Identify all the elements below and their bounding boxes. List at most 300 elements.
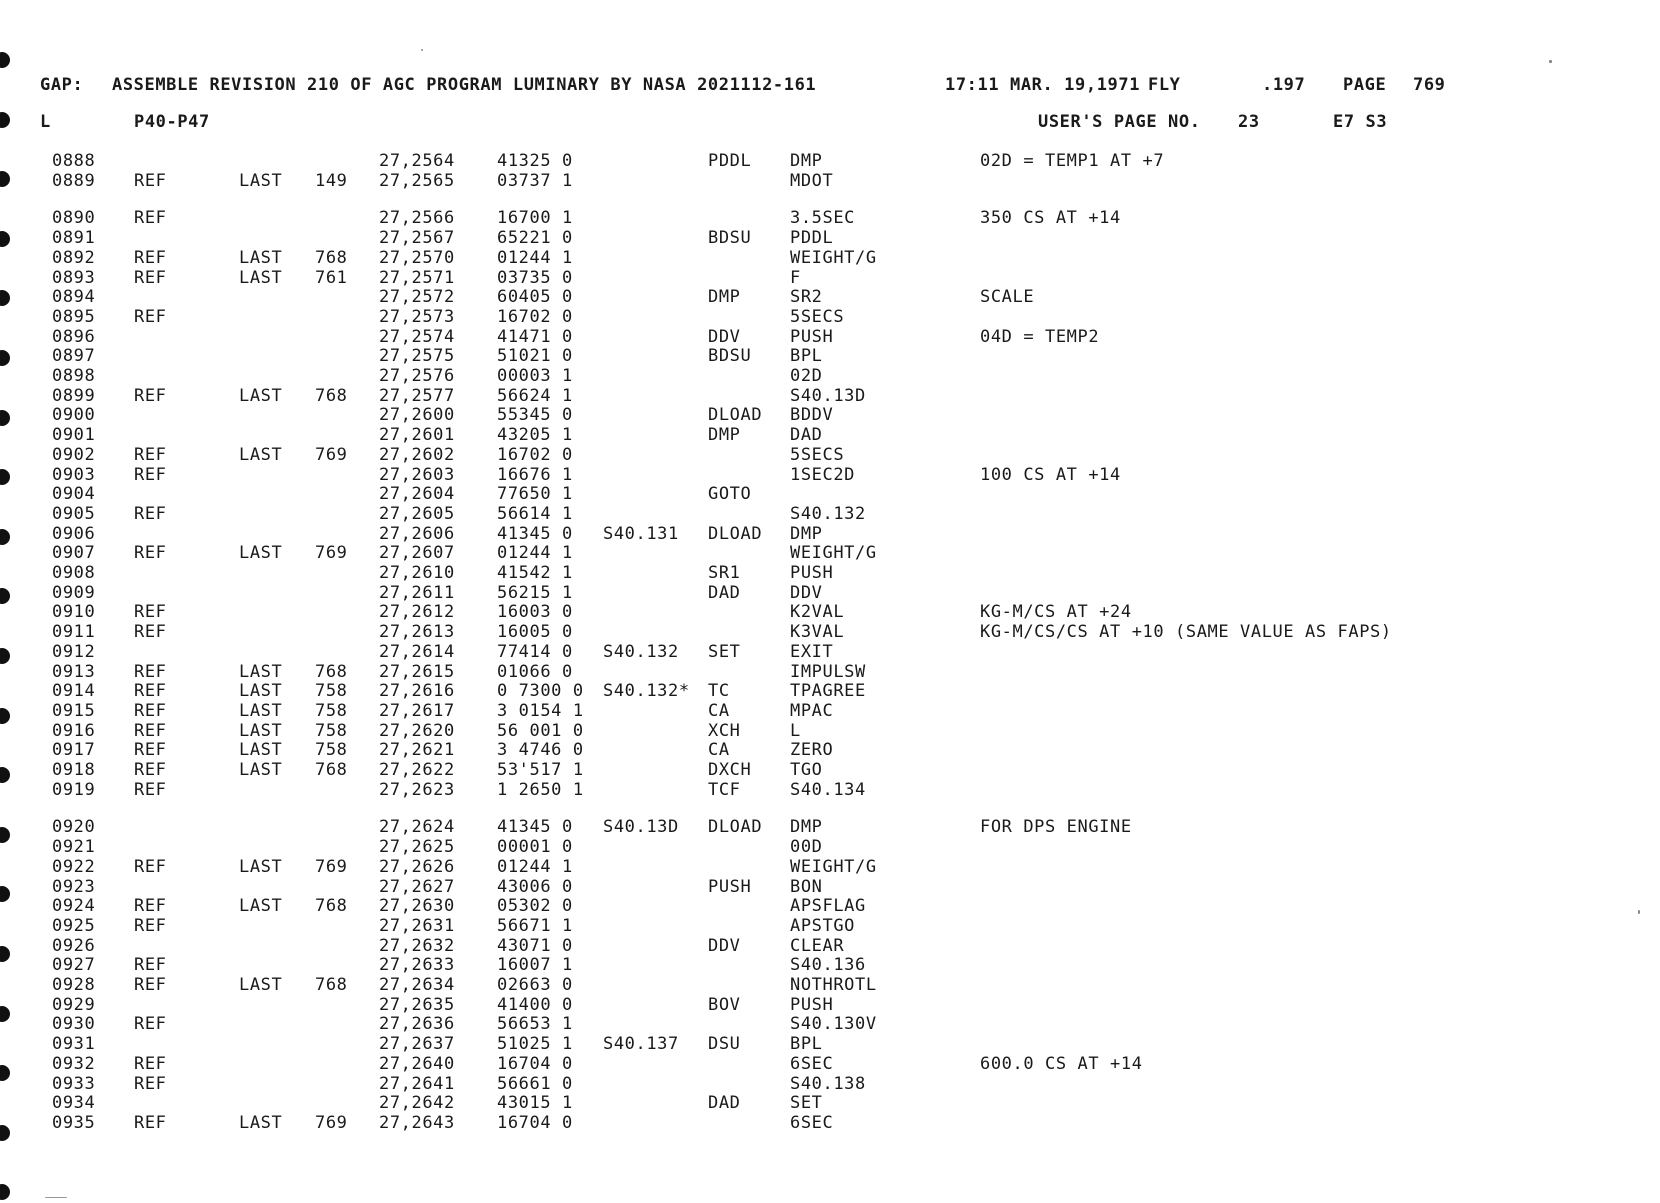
line-number: 0888 bbox=[52, 151, 96, 171]
address: 27,2604 bbox=[379, 484, 455, 505]
octal-word: 16704 0 bbox=[497, 1112, 573, 1133]
punch-hole bbox=[0, 946, 10, 962]
opcode: DSU bbox=[708, 1034, 741, 1055]
line-number: 0930 bbox=[52, 1014, 96, 1035]
octal-word: 02663 0 bbox=[497, 975, 573, 995]
ref-label: REF bbox=[134, 1073, 167, 1094]
opcode: BDSU bbox=[708, 346, 752, 367]
operand: S40.138 bbox=[790, 1073, 866, 1094]
octal-word: 53'517 1 bbox=[497, 760, 584, 780]
symbol-label: S40.132 bbox=[603, 641, 679, 662]
address: 27,2631 bbox=[379, 915, 455, 936]
address: 27,2577 bbox=[379, 385, 455, 406]
operand: BPL bbox=[790, 346, 823, 367]
octal-word: 0 7300 0 bbox=[497, 681, 584, 702]
line-number: 0894 bbox=[52, 287, 96, 308]
octal-word: 56215 1 bbox=[497, 582, 573, 603]
octal-word: 55345 0 bbox=[497, 405, 573, 426]
octal-word: 60405 0 bbox=[497, 287, 573, 308]
octal-word: 77414 0 bbox=[497, 641, 573, 662]
address: 27,2642 bbox=[379, 1093, 455, 1114]
last-page: 758 bbox=[315, 720, 348, 741]
operand: K3VAL bbox=[790, 622, 845, 643]
comment: SCALE bbox=[980, 287, 1035, 308]
last-label: LAST bbox=[239, 267, 283, 288]
octal-word: 01066 0 bbox=[497, 661, 573, 682]
octal-word: 41345 0 bbox=[497, 523, 573, 544]
operand: IMPULSW bbox=[790, 661, 866, 682]
address: 27,2643 bbox=[379, 1112, 455, 1133]
ref-label: REF bbox=[134, 720, 167, 741]
ref-label: REF bbox=[134, 170, 167, 191]
opcode: DMP bbox=[708, 287, 741, 308]
address: 27,2633 bbox=[379, 955, 455, 976]
header-line-2 bbox=[0, 112, 1388, 132]
line-number: 0897 bbox=[52, 346, 96, 367]
line-number: 0934 bbox=[52, 1093, 96, 1114]
operand: DMP bbox=[790, 151, 823, 171]
opcode: DLOAD bbox=[708, 817, 763, 838]
line-number: 0901 bbox=[52, 425, 96, 446]
opcode: DAD bbox=[708, 582, 741, 603]
operand: PUSH bbox=[790, 563, 834, 583]
line-number: 0929 bbox=[52, 994, 96, 1015]
symbol-label: S40.137 bbox=[603, 1034, 679, 1055]
address: 27,2615 bbox=[379, 661, 455, 682]
operand: PUSH bbox=[790, 994, 834, 1015]
opcode: GOTO bbox=[708, 484, 752, 505]
operand: PUSH bbox=[790, 326, 834, 347]
octal-word: 03737 1 bbox=[497, 170, 573, 191]
operand: 1SEC2D bbox=[790, 464, 856, 485]
operand: 00D bbox=[790, 837, 823, 858]
last-label: LAST bbox=[239, 681, 283, 702]
operand: S40.130V bbox=[790, 1014, 877, 1035]
operand: S40.13D bbox=[790, 385, 866, 406]
ref-label: REF bbox=[134, 622, 167, 643]
octal-word: 41400 0 bbox=[497, 994, 573, 1015]
octal-word: 43006 0 bbox=[497, 876, 573, 897]
operand: DAD bbox=[790, 425, 823, 446]
address: 27,2634 bbox=[379, 975, 455, 995]
line-number: 0890 bbox=[52, 208, 96, 229]
line-number: 0896 bbox=[52, 326, 96, 347]
octal-word: 03735 0 bbox=[497, 267, 573, 288]
line-number: 0904 bbox=[52, 484, 96, 505]
l-label: L bbox=[40, 112, 51, 132]
line-number: 0923 bbox=[52, 876, 96, 897]
line-number: 0922 bbox=[52, 856, 96, 877]
line-number: 0935 bbox=[52, 1112, 96, 1133]
paper-speck bbox=[421, 49, 423, 51]
ref-label: REF bbox=[134, 602, 167, 623]
line-number: 0921 bbox=[52, 837, 96, 858]
last-page: 768 bbox=[315, 247, 348, 268]
line-number: 0903 bbox=[52, 464, 96, 485]
octal-word: 00003 1 bbox=[497, 366, 573, 386]
address: 27,2617 bbox=[379, 700, 455, 721]
opcode: DXCH bbox=[708, 760, 752, 780]
ref-label: REF bbox=[134, 661, 167, 682]
paper-speck bbox=[1549, 60, 1552, 63]
octal-word: 65221 0 bbox=[497, 228, 573, 249]
octal-word: 3 0154 1 bbox=[497, 700, 584, 721]
address: 27,2573 bbox=[379, 306, 455, 327]
operand: F bbox=[790, 267, 801, 288]
opcode: CA bbox=[708, 740, 730, 761]
octal-word: 16702 0 bbox=[497, 306, 573, 327]
operand: DMP bbox=[790, 817, 823, 838]
line-number: 0905 bbox=[52, 503, 96, 524]
octal-word: 51021 0 bbox=[497, 346, 573, 367]
line-number: 0914 bbox=[52, 681, 96, 702]
comment: 350 CS AT +14 bbox=[980, 208, 1121, 229]
punch-hole bbox=[0, 469, 10, 485]
address: 27,2566 bbox=[379, 208, 455, 229]
line-number: 0933 bbox=[52, 1073, 96, 1094]
octal-word: 00001 0 bbox=[497, 837, 573, 858]
octal-word: 01244 1 bbox=[497, 856, 573, 877]
last-page: 768 bbox=[315, 385, 348, 406]
opcode: DDV bbox=[708, 935, 741, 956]
line-number: 0917 bbox=[52, 740, 96, 761]
line-number: 0902 bbox=[52, 444, 96, 465]
line-number: 0932 bbox=[52, 1053, 96, 1074]
line-number: 0911 bbox=[52, 622, 96, 643]
opcode: DLOAD bbox=[708, 405, 763, 426]
last-page: 761 bbox=[315, 267, 348, 288]
operand: 3.5SEC bbox=[790, 208, 856, 229]
opcode: SR1 bbox=[708, 563, 741, 583]
operand: DMP bbox=[790, 523, 823, 544]
section-code: E7 S3 bbox=[1333, 112, 1388, 132]
operand: 5SECS bbox=[790, 444, 845, 465]
operand: WEIGHT/G bbox=[790, 247, 877, 268]
line-number: 0889 bbox=[52, 170, 96, 191]
symbol-label: S40.131 bbox=[603, 523, 679, 544]
line-number: 0910 bbox=[52, 602, 96, 623]
octal-word: 41542 1 bbox=[497, 563, 573, 583]
operand: 6SEC bbox=[790, 1053, 834, 1074]
last-label: LAST bbox=[239, 760, 283, 780]
octal-word: 01244 1 bbox=[497, 247, 573, 268]
line-number: 0924 bbox=[52, 896, 96, 917]
octal-word: 43071 0 bbox=[497, 935, 573, 956]
octal-word: 56 001 0 bbox=[497, 720, 584, 741]
ref-label: REF bbox=[134, 1053, 167, 1074]
opcode: SET bbox=[708, 641, 741, 662]
address: 27,2600 bbox=[379, 405, 455, 426]
address: 27,2601 bbox=[379, 425, 455, 446]
opcode: CA bbox=[708, 700, 730, 721]
symbol-label: S40.13D bbox=[603, 817, 679, 838]
ref-label: REF bbox=[134, 700, 167, 721]
last-page: 149 bbox=[315, 170, 348, 191]
octal-word: 43015 1 bbox=[497, 1093, 573, 1114]
ref-label: REF bbox=[134, 1112, 167, 1133]
operand: ZERO bbox=[790, 740, 834, 761]
page-number: 769 bbox=[1413, 75, 1446, 95]
address: 27,2612 bbox=[379, 602, 455, 623]
last-label: LAST bbox=[239, 170, 283, 191]
address: 27,2602 bbox=[379, 444, 455, 465]
octal-word: 16005 0 bbox=[497, 622, 573, 643]
punch-hole bbox=[0, 1125, 10, 1141]
opcode: DLOAD bbox=[708, 523, 763, 544]
last-page: 768 bbox=[315, 896, 348, 917]
line-number: 0895 bbox=[52, 306, 96, 327]
octal-word: 16704 0 bbox=[497, 1053, 573, 1074]
last-page: 768 bbox=[315, 975, 348, 995]
last-page: 758 bbox=[315, 700, 348, 721]
last-page: 758 bbox=[315, 681, 348, 702]
address: 27,2625 bbox=[379, 837, 455, 858]
last-label: LAST bbox=[239, 247, 283, 268]
operand: MDOT bbox=[790, 170, 834, 191]
line-number: 0918 bbox=[52, 760, 96, 780]
punch-hole bbox=[0, 886, 10, 902]
opcode: PUSH bbox=[708, 876, 752, 897]
address: 27,2611 bbox=[379, 582, 455, 603]
line-number: 0915 bbox=[52, 700, 96, 721]
last-label: LAST bbox=[239, 385, 283, 406]
operand: S40.132 bbox=[790, 503, 866, 524]
address: 27,2626 bbox=[379, 856, 455, 877]
assembly-datetime: 17:11 MAR. 19,1971 bbox=[945, 75, 1141, 95]
ref-label: REF bbox=[134, 760, 167, 780]
address: 27,2605 bbox=[379, 503, 455, 524]
octal-word: 16700 1 bbox=[497, 208, 573, 229]
punch-hole bbox=[0, 350, 10, 366]
last-page: 768 bbox=[315, 661, 348, 682]
octal-word: 16676 1 bbox=[497, 464, 573, 485]
line-number: 0891 bbox=[52, 228, 96, 249]
line-number: 0927 bbox=[52, 955, 96, 976]
users-page-number: 23 bbox=[1238, 112, 1260, 132]
octal-word: 01244 1 bbox=[497, 543, 573, 564]
last-page: 769 bbox=[315, 543, 348, 564]
paper-speck bbox=[45, 1197, 67, 1198]
punch-hole bbox=[0, 1065, 10, 1081]
ref-label: REF bbox=[134, 543, 167, 564]
punch-hole bbox=[0, 1184, 10, 1200]
last-label: LAST bbox=[239, 700, 283, 721]
ref-label: REF bbox=[134, 681, 167, 702]
address: 27,2607 bbox=[379, 543, 455, 564]
address: 27,2572 bbox=[379, 287, 455, 308]
opcode: PDDL bbox=[708, 151, 752, 171]
operand: BDDV bbox=[790, 405, 834, 426]
punch-hole bbox=[0, 1006, 10, 1022]
operand: 6SEC bbox=[790, 1112, 834, 1133]
operand: EXIT bbox=[790, 641, 834, 662]
last-page: 769 bbox=[315, 856, 348, 877]
address: 27,2616 bbox=[379, 681, 455, 702]
users-page-label: USER'S PAGE NO. bbox=[1038, 112, 1201, 132]
operand: SET bbox=[790, 1093, 823, 1114]
address: 27,2574 bbox=[379, 326, 455, 347]
address: 27,2571 bbox=[379, 267, 455, 288]
octal-word: 56653 1 bbox=[497, 1014, 573, 1035]
address: 27,2624 bbox=[379, 817, 455, 838]
opcode: TCF bbox=[708, 779, 741, 800]
punch-hole bbox=[0, 708, 10, 724]
line-number: 0925 bbox=[52, 915, 96, 936]
address: 27,2620 bbox=[379, 720, 455, 741]
opcode: XCH bbox=[708, 720, 741, 741]
punch-hole bbox=[0, 52, 10, 68]
line-number: 0919 bbox=[52, 779, 96, 800]
operand: WEIGHT/G bbox=[790, 856, 877, 877]
last-label: LAST bbox=[239, 444, 283, 465]
address: 27,2632 bbox=[379, 935, 455, 956]
comment: 04D = TEMP2 bbox=[980, 326, 1100, 347]
operand: BPL bbox=[790, 1034, 823, 1055]
page-label: PAGE bbox=[1343, 75, 1387, 95]
line-number: 0908 bbox=[52, 563, 96, 583]
line-number: 0898 bbox=[52, 366, 96, 386]
opcode: BOV bbox=[708, 994, 741, 1015]
gap-label: GAP: bbox=[40, 75, 84, 95]
last-label: LAST bbox=[239, 543, 283, 564]
last-label: LAST bbox=[239, 896, 283, 917]
opcode: DMP bbox=[708, 425, 741, 446]
address: 27,2564 bbox=[379, 151, 455, 171]
line-number: 0909 bbox=[52, 582, 96, 603]
operand: WEIGHT/G bbox=[790, 543, 877, 564]
address: 27,2641 bbox=[379, 1073, 455, 1094]
operand: PDDL bbox=[790, 228, 834, 249]
header-number: .197 bbox=[1262, 75, 1306, 95]
comment: FOR DPS ENGINE bbox=[980, 817, 1132, 838]
opcode: DAD bbox=[708, 1093, 741, 1114]
address: 27,2570 bbox=[379, 247, 455, 268]
comment: 100 CS AT +14 bbox=[980, 464, 1121, 485]
octal-word: 77650 1 bbox=[497, 484, 573, 505]
line-number: 0899 bbox=[52, 385, 96, 406]
operand: MPAC bbox=[790, 700, 834, 721]
comment: 600.0 CS AT +14 bbox=[980, 1053, 1143, 1074]
line-number: 0931 bbox=[52, 1034, 96, 1055]
ref-label: REF bbox=[134, 208, 167, 229]
line-number: 0916 bbox=[52, 720, 96, 741]
comment: 02D = TEMP1 AT +7 bbox=[980, 151, 1165, 171]
address: 27,2627 bbox=[379, 876, 455, 897]
last-page: 758 bbox=[315, 740, 348, 761]
line-number: 0892 bbox=[52, 247, 96, 268]
octal-word: 41471 0 bbox=[497, 326, 573, 347]
octal-word: 3 4746 0 bbox=[497, 740, 584, 761]
operand: BON bbox=[790, 876, 823, 897]
operand: CLEAR bbox=[790, 935, 845, 956]
operand: DDV bbox=[790, 582, 823, 603]
symbol-label: S40.132* bbox=[603, 681, 690, 702]
address: 27,2575 bbox=[379, 346, 455, 367]
address: 27,2606 bbox=[379, 523, 455, 544]
punch-hole bbox=[0, 648, 10, 664]
last-label: LAST bbox=[239, 720, 283, 741]
octal-word: 41345 0 bbox=[497, 817, 573, 838]
address: 27,2567 bbox=[379, 228, 455, 249]
address: 27,2640 bbox=[379, 1053, 455, 1074]
address: 27,2637 bbox=[379, 1034, 455, 1055]
opcode: DDV bbox=[708, 326, 741, 347]
punch-hole bbox=[0, 588, 10, 604]
address: 27,2613 bbox=[379, 622, 455, 643]
operand: 02D bbox=[790, 366, 823, 386]
octal-word: 51025 1 bbox=[497, 1034, 573, 1055]
address: 27,2565 bbox=[379, 170, 455, 191]
octal-word: 16702 0 bbox=[497, 444, 573, 465]
opcode: TC bbox=[708, 681, 730, 702]
section-label: P40-P47 bbox=[134, 112, 210, 132]
ref-label: REF bbox=[134, 896, 167, 917]
operand: S40.136 bbox=[790, 955, 866, 976]
line-number: 0893 bbox=[52, 267, 96, 288]
comment: KG-M/CS/CS AT +10 (SAME VALUE AS FAPS) bbox=[980, 622, 1392, 643]
punch-hole bbox=[0, 410, 10, 426]
ref-label: REF bbox=[134, 306, 167, 327]
line-number: 0907 bbox=[52, 543, 96, 564]
operand: L bbox=[790, 720, 801, 741]
ref-label: REF bbox=[134, 740, 167, 761]
punch-hole bbox=[0, 827, 10, 843]
ref-label: REF bbox=[134, 385, 167, 406]
operand: NOTHROTL bbox=[790, 975, 877, 995]
address: 27,2622 bbox=[379, 760, 455, 780]
last-label: LAST bbox=[239, 856, 283, 877]
octal-word: 41325 0 bbox=[497, 151, 573, 171]
operand: TGO bbox=[790, 760, 823, 780]
punch-hole bbox=[0, 290, 10, 306]
last-label: LAST bbox=[239, 1112, 283, 1133]
address: 27,2621 bbox=[379, 740, 455, 761]
address: 27,2610 bbox=[379, 563, 455, 583]
operand: APSTGO bbox=[790, 915, 856, 936]
last-page: 769 bbox=[315, 1112, 348, 1133]
last-label: LAST bbox=[239, 975, 283, 995]
punch-hole bbox=[0, 529, 10, 545]
octal-word: 1 2650 1 bbox=[497, 779, 584, 800]
ref-label: REF bbox=[134, 267, 167, 288]
comment: KG-M/CS AT +24 bbox=[980, 602, 1132, 623]
octal-word: 05302 0 bbox=[497, 896, 573, 917]
last-page: 768 bbox=[315, 760, 348, 780]
last-label: LAST bbox=[239, 740, 283, 761]
address: 27,2614 bbox=[379, 641, 455, 662]
octal-word: 16007 1 bbox=[497, 955, 573, 976]
punch-hole bbox=[0, 767, 10, 783]
address: 27,2630 bbox=[379, 896, 455, 917]
paper-speck bbox=[1638, 910, 1640, 914]
ref-label: REF bbox=[134, 955, 167, 976]
operand: K2VAL bbox=[790, 602, 845, 623]
line-number: 0920 bbox=[52, 817, 96, 838]
operand: TPAGREE bbox=[790, 681, 866, 702]
ref-label: REF bbox=[134, 1014, 167, 1035]
ref-label: REF bbox=[134, 444, 167, 465]
address: 27,2636 bbox=[379, 1014, 455, 1035]
ref-label: REF bbox=[134, 464, 167, 485]
octal-word: 56624 1 bbox=[497, 385, 573, 406]
address: 27,2635 bbox=[379, 994, 455, 1015]
assemble-title: ASSEMBLE REVISION 210 OF AGC PROGRAM LUMINARY BY NASA 2021112-161 bbox=[112, 75, 817, 95]
octal-word: 56614 1 bbox=[497, 503, 573, 524]
octal-word: 16003 0 bbox=[497, 602, 573, 623]
ref-label: REF bbox=[134, 247, 167, 268]
ref-label: REF bbox=[134, 779, 167, 800]
fly-label: FLY bbox=[1148, 75, 1181, 95]
